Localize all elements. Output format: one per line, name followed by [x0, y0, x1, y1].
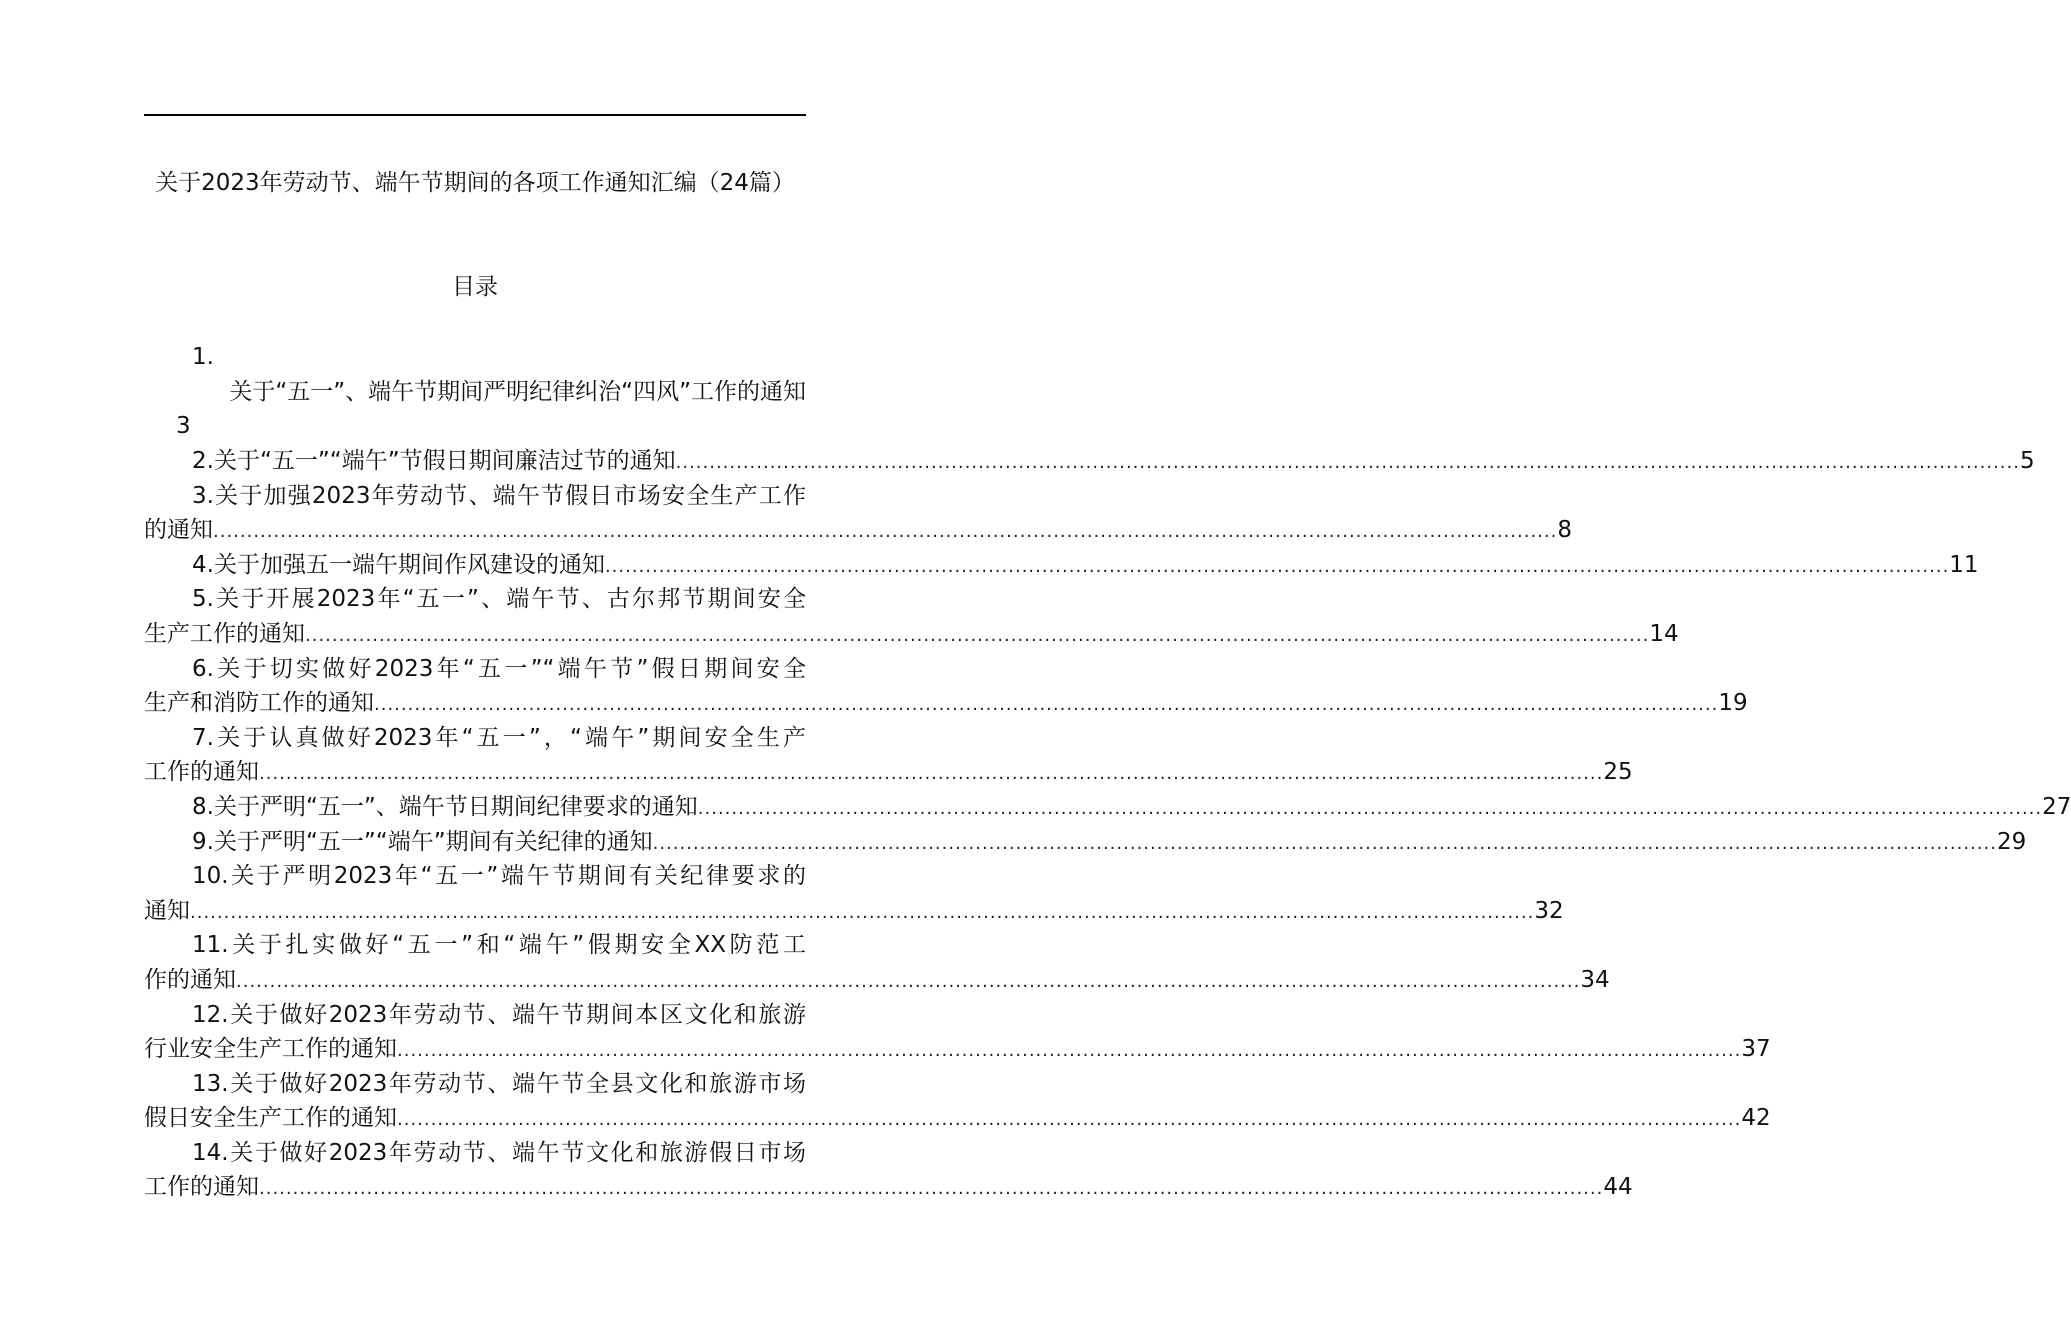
- toc-line-text: 9.关于严明“五一”“端午”期间有关纪律的通知: [192, 828, 653, 855]
- toc-line[interactable]: [144, 652, 806, 687]
- toc-line[interactable]: [144, 755, 1633, 790]
- toc-line[interactable]: [144, 513, 1572, 548]
- toc-line-text: 4.关于加强五一端午期间作风建设的通知: [192, 551, 605, 578]
- toc-page-number: 8: [1557, 517, 1572, 544]
- toc-line-text: 5.关于开展2023年“五一”、端午节、古尔邦节期间安全: [192, 586, 806, 613]
- toc-dot-leader: ........................................................................................................................................................................................................: [236, 970, 1581, 992]
- toc-page-number: 14: [1649, 620, 1679, 647]
- toc-dot-leader: ........................................................................................................................................................................................................: [213, 521, 1558, 543]
- toc-dot-leader: ........................................................................................................................................................................................................: [305, 624, 1650, 646]
- toc-page-number: 5: [2019, 448, 2035, 474]
- toc-line-text: 11.关于扎实做好“五一”和“端午”假期安全XX防范工: [192, 932, 806, 959]
- toc-line[interactable]: [144, 548, 1979, 583]
- toc-line[interactable]: [144, 686, 1748, 721]
- toc-page-number: 25: [1603, 759, 1633, 786]
- toc-line-text: 假日安全生产工作的通知: [144, 1105, 397, 1132]
- toc-line-text: 12.关于做好2023年劳动节、端午节期间本区文化和旅游: [192, 1001, 806, 1028]
- toc-line-text: 7.关于认真做好2023年“五一”，“端午”期间安全生产: [192, 724, 806, 751]
- toc-entry-1-number: 1.: [192, 344, 214, 370]
- toc-dot-leader: ........................................................................................................................................................................................................: [374, 694, 1719, 716]
- toc-line[interactable]: [144, 721, 806, 756]
- toc-line-text: 生产工作的通知: [144, 620, 305, 647]
- toc-line-text: 的通知: [144, 517, 213, 544]
- toc-line[interactable]: [144, 790, 2071, 825]
- toc-page-number: 19: [1718, 690, 1748, 717]
- toc-dot-leader: ........................................................................................................................................................................................................: [604, 555, 1950, 577]
- toc-line[interactable]: [144, 444, 2035, 479]
- toc-page-number: 37: [1741, 1036, 1771, 1063]
- toc-page-number: 29: [1996, 828, 2027, 855]
- toc-dot-leader: ........................................................................................................................................................................................................: [259, 763, 1604, 785]
- toc-entry-1-title: 关于“五一”、端午节期间严明纪律纠治“四风”工作的通知: [229, 378, 806, 405]
- toc-page-number: 11: [1949, 551, 1979, 578]
- toc-heading: 目录: [452, 274, 498, 300]
- toc-line-text: 6.关于切实做好2023年“五一”“端午节”假日期间安全: [192, 655, 806, 682]
- toc-line-text: 工作的通知: [144, 759, 259, 786]
- toc-page-number: 42: [1741, 1105, 1771, 1132]
- toc-line-text: 13.关于做好2023年劳动节、端午节全县文化和旅游市场: [192, 1070, 806, 1097]
- toc-line-text: 工作的通知: [144, 1174, 259, 1201]
- toc-page-number: 44: [1603, 1174, 1633, 1201]
- toc-page-number: 34: [1580, 966, 1610, 993]
- toc-page-number: 32: [1534, 897, 1564, 924]
- toc-line[interactable]: [144, 1101, 1771, 1136]
- toc-line[interactable]: [144, 1067, 806, 1102]
- toc-dot-leader: ........................................................................................................................................................................................................: [675, 452, 2020, 473]
- toc-line-text: 通知: [144, 897, 190, 924]
- toc-line[interactable]: [144, 928, 806, 963]
- toc-line[interactable]: [144, 479, 806, 514]
- toc-line-text: 8.关于严明“五一”、端午节日期间纪律要求的通知: [192, 793, 698, 820]
- toc-line[interactable]: [144, 1032, 1771, 1067]
- toc-dot-leader: ........................................................................................................................................................................................................: [397, 1040, 1742, 1062]
- toc-list: [144, 444, 2071, 1205]
- toc-line-text: 作的通知: [144, 966, 236, 993]
- toc-dot-leader: ........................................................................................................................................................................................................: [652, 832, 1997, 854]
- toc-line[interactable]: [144, 825, 2027, 860]
- toc-line[interactable]: [144, 859, 806, 894]
- toc-line[interactable]: [144, 1136, 806, 1171]
- toc-dot-leader: ........................................................................................................................................................................................................: [190, 901, 1535, 923]
- toc-line-text: 行业安全生产工作的通知: [144, 1036, 397, 1063]
- toc-dot-leader: ........................................................................................................................................................................................................: [697, 797, 2043, 819]
- toc-line[interactable]: [144, 963, 1610, 998]
- toc-line[interactable]: [144, 582, 806, 617]
- toc-dot-leader: ........................................................................................................................................................................................................: [397, 1109, 1742, 1131]
- toc-line-text: 2.关于“五一”“端午”节假日期间廉洁过节的通知: [192, 448, 676, 474]
- toc-line[interactable]: [144, 998, 806, 1033]
- toc-line-text: 3.关于加强2023年劳动节、端午节假日市场安全生产工作: [192, 482, 806, 509]
- document-title: 关于2023年劳动节、端午节期间的各项工作通知汇编（24篇）: [155, 170, 795, 196]
- toc-entry-1[interactable]: [144, 340, 806, 444]
- toc-line[interactable]: [144, 894, 1564, 929]
- toc-entry-1-page: 3: [176, 413, 191, 440]
- header-rule: [144, 114, 806, 116]
- toc-line[interactable]: [144, 1170, 1633, 1205]
- toc-page-number: 27: [2042, 793, 2071, 820]
- toc-line-text: 14.关于做好2023年劳动节、端午节文化和旅游假日市场: [192, 1139, 806, 1166]
- toc-dot-leader: ........................................................................................................................................................................................................: [259, 1178, 1604, 1200]
- toc-line[interactable]: [144, 617, 1679, 652]
- toc-line-text: 生产和消防工作的通知: [144, 690, 374, 717]
- toc-line-text: 10.关于严明2023年“五一”端午节期间有关纪律要求的: [192, 863, 806, 890]
